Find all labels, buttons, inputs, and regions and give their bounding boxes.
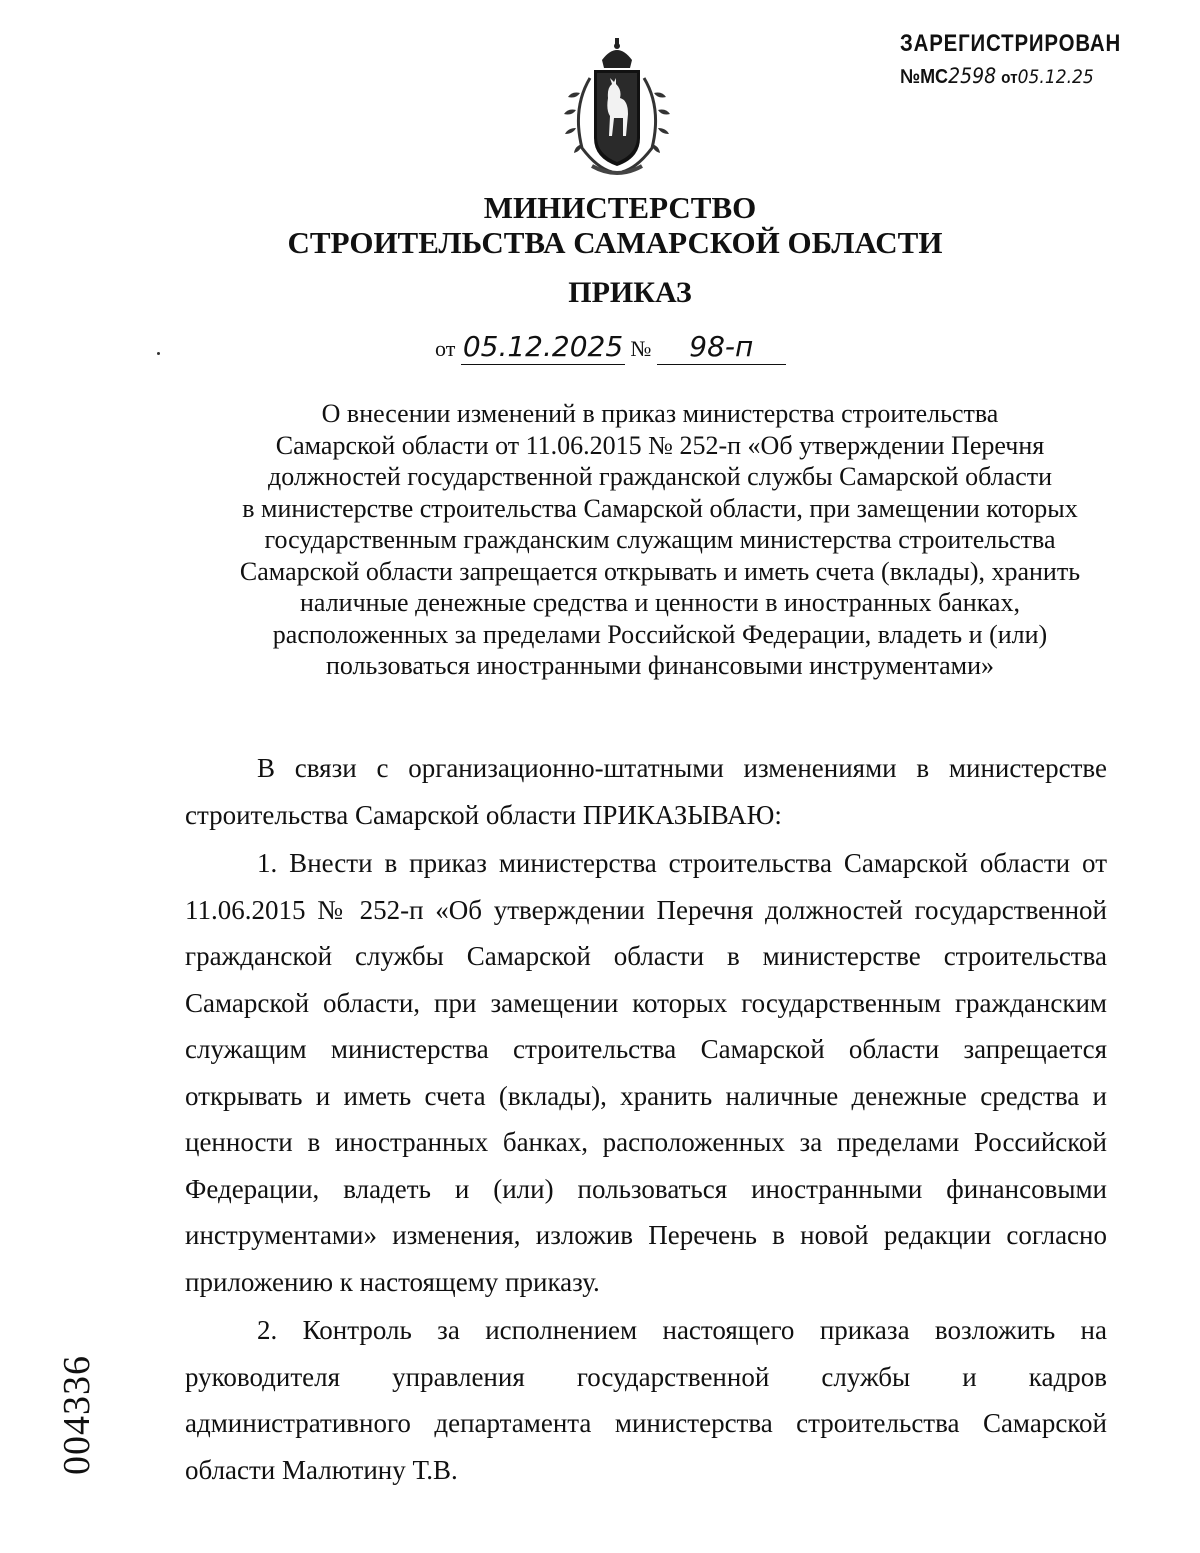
order-date-value: 05.12.2025 — [462, 330, 624, 363]
side-serial-number: 004336 — [56, 1355, 98, 1475]
stamp-date-value: 05.12.25 — [1017, 66, 1094, 88]
ministry-line2: СТРОИТЕЛЬСТВА САМАРСКОЙ ОБЛАСТИ — [287, 225, 943, 260]
subject-line: Самарской области от 11.06.2015 № 252-п «Об утверждении Перечня — [275, 430, 1045, 460]
subject-line: Самарской области запрещается открывать и иметь счета (вклады), хранить — [239, 556, 1081, 586]
subject-line: наличные денежные средства и ценности в иностранных банках, — [300, 588, 1020, 617]
subject-line: О внесении изменений в приказ министерства строительства — [321, 399, 999, 428]
item-1-paragraph: 1. Внести в приказ министерства строительства Самарской области от 11.06.2015 № 252-п «Об утверждении Перечня должностей государственной гражданской службы Самарской области в министерстве строительства Самарской области, при замещении которых государственным гражданским служащим министерства строительства Самарской области запрещается открывать и иметь счета (вклады), хранить наличные денежные средства и ценности в иностранных банках, расположенных за пределами Российской Федерации, владеть и (или) пользоваться иностранными финансовыми инструментами» изменения, изложив Перечень в новой редакции согласно приложению к настоящему приказу. — [185, 848, 1107, 1297]
order-body — [185, 745, 1107, 1493]
order-number-label: № — [630, 336, 652, 361]
scan-speck — [157, 352, 160, 355]
order-date-label: от — [435, 336, 456, 361]
stamp-number-prefix: №МС — [900, 66, 949, 88]
subject-line: в министерстве строительства Самарской области, при замещении которых — [242, 493, 1078, 523]
samara-region-coat-of-arms-icon — [552, 38, 682, 178]
subject-line: должностей государственной гражданской службы Самарской области — [267, 462, 1053, 491]
item-2-paragraph: 2. Контроль за исполнением настоящего приказа возложить на руководителя управления государственной службы и кадров административного департамента министерства строительства Самарской области Малютину Т.В. — [185, 1315, 1107, 1485]
order-subject — [180, 398, 1140, 682]
subject-line: расположенных за пределами Российской Федерации, владеть и (или) — [272, 619, 1048, 649]
order-number-value: 98-п — [657, 330, 786, 365]
stamp-registration-line — [900, 64, 1116, 89]
preamble-paragraph: В связи с организационно-штатными изменениями в министерстве строительства Самарской области ПРИКАЗЫВАЮ: — [185, 753, 1107, 830]
registration-stamp — [900, 30, 1140, 89]
ministry-line1: МИНИСТЕРСТВО — [483, 190, 757, 225]
ministry-heading — [0, 190, 1200, 260]
stamp-date-prefix: от — [1001, 68, 1018, 87]
doc-type: ПРИКАЗ — [568, 276, 692, 309]
subject-line: государственным гражданским служащим министерства строительства — [264, 525, 1056, 554]
order-date-number — [435, 330, 855, 365]
subject-line: пользоваться иностранными финансовыми инструментами» — [325, 651, 995, 680]
stamp-title: ЗАРЕГИСТРИРОВАН — [900, 30, 1122, 57]
stamp-number-value: 2598 — [948, 64, 997, 88]
